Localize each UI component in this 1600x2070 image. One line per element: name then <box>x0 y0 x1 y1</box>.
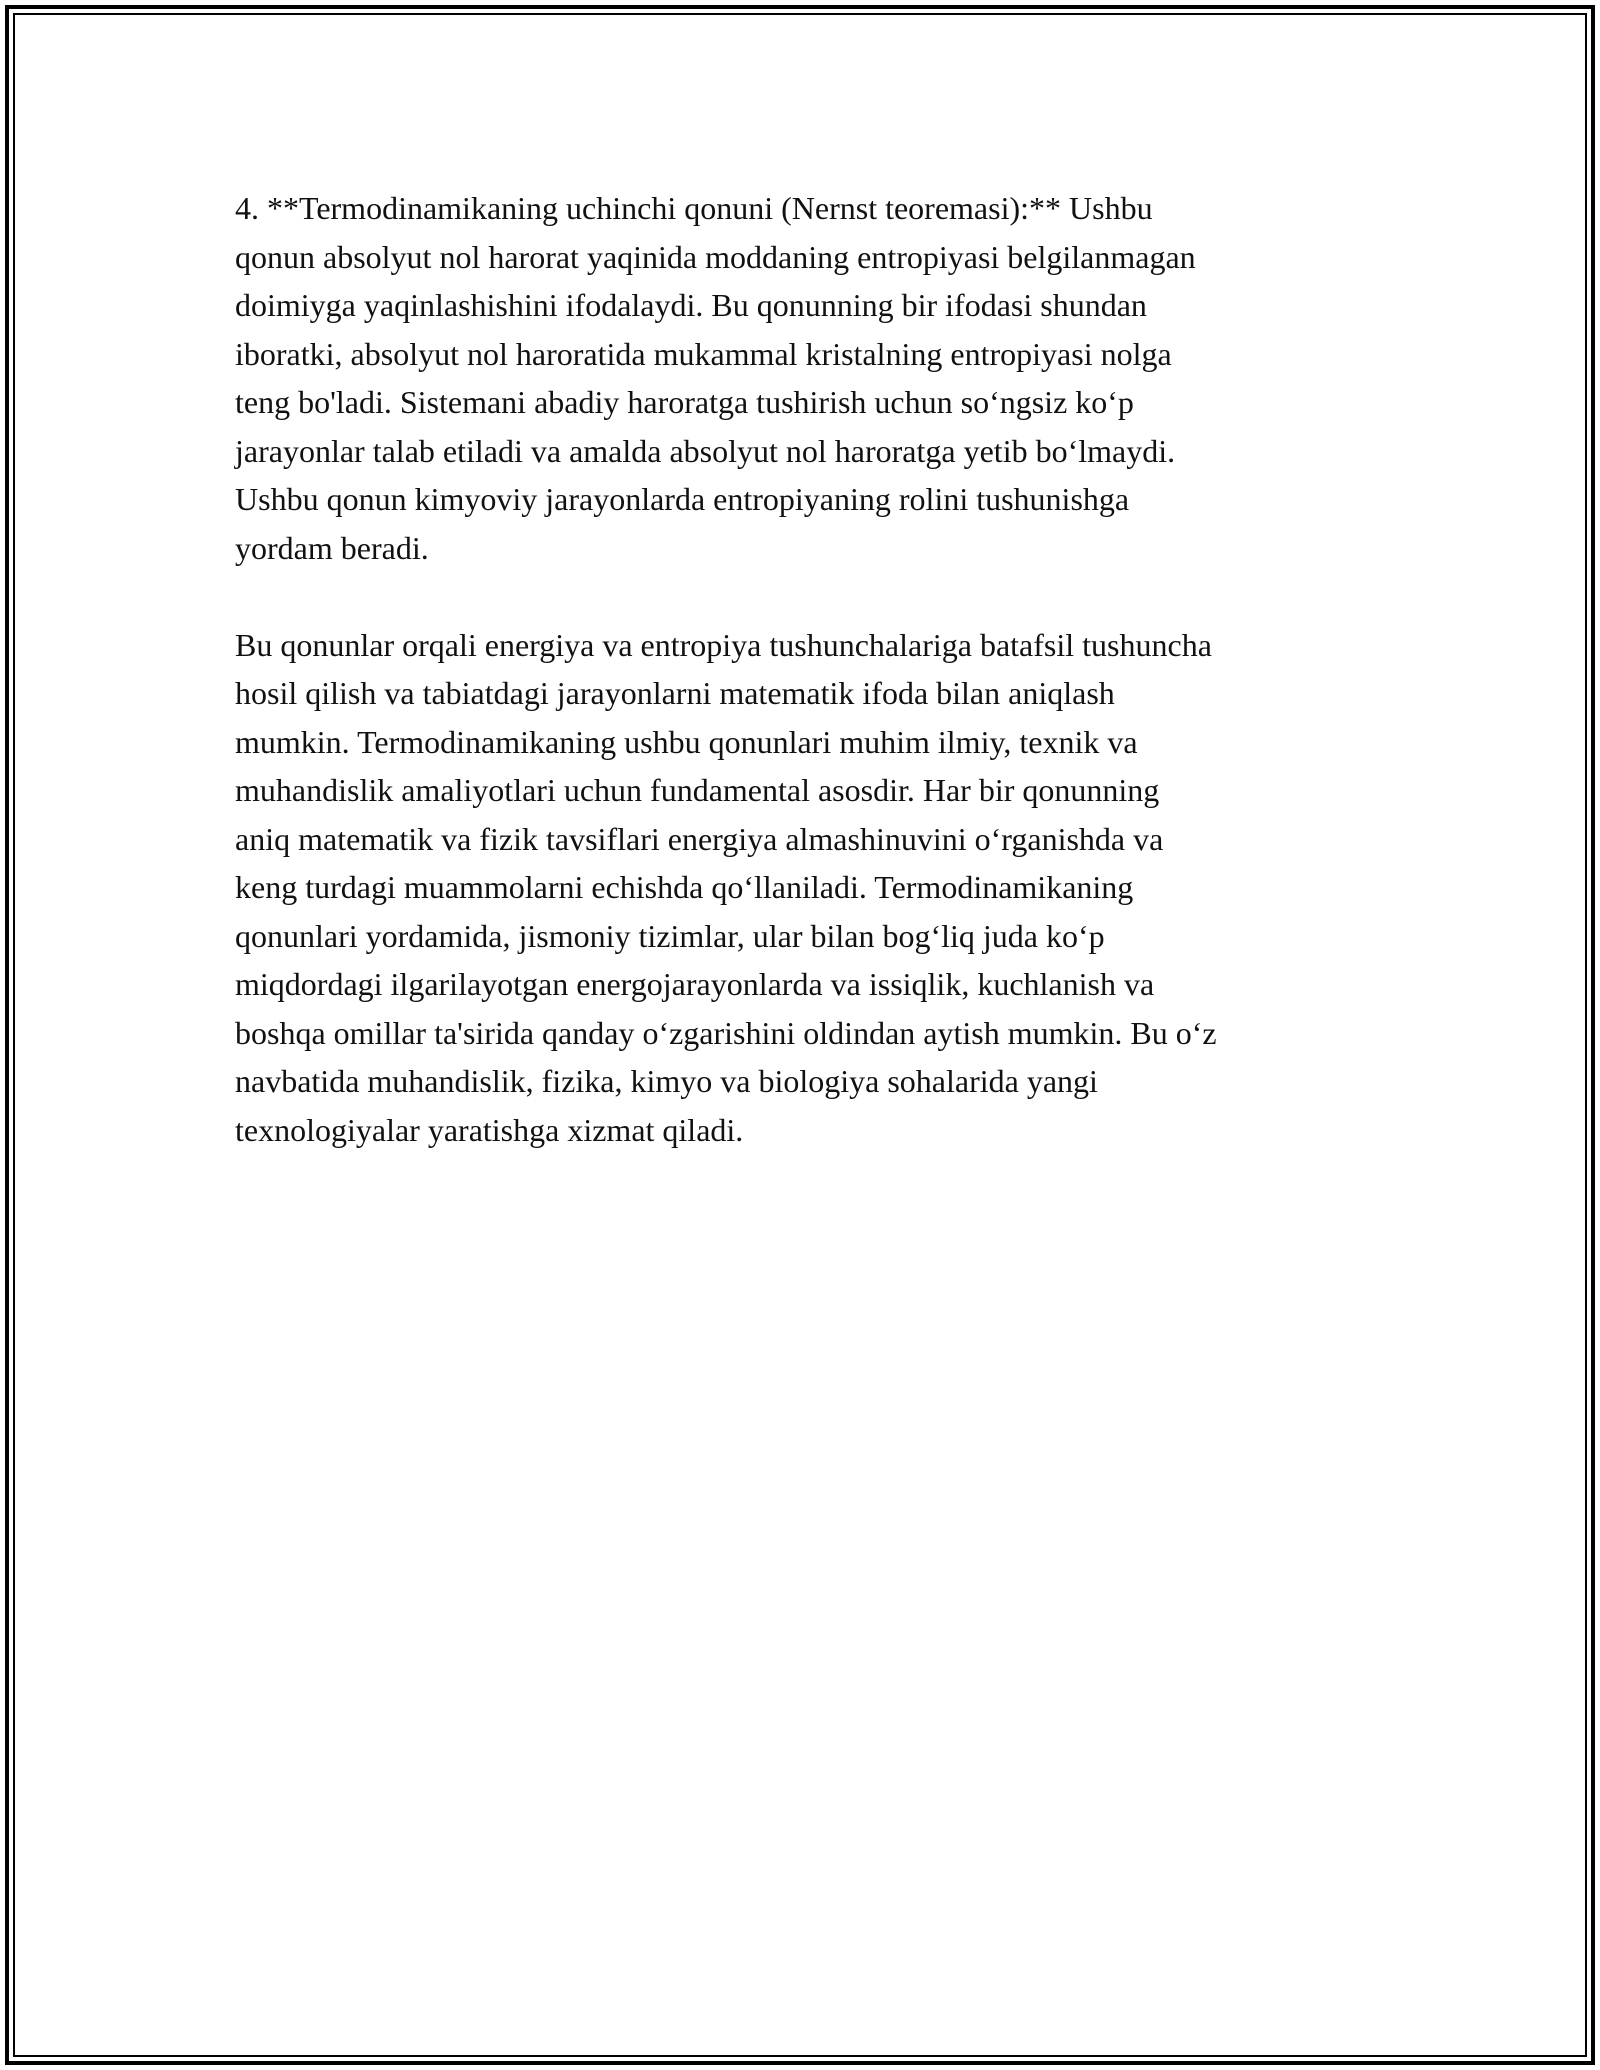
paragraph-third-law <box>235 184 1385 572</box>
text-line: navbatida muhandislik, fizika, kimyo va biologiya sohalarida yangi <box>235 1063 1098 1099</box>
text-line: 4. **Termodinamikaning uchinchi qonuni (Nernst teoremasi):** Ushbu <box>235 190 1153 226</box>
text-line: teng bo'ladi. Sistemani abadiy haroratga tushirish uchun so‘ngsiz ko‘p <box>235 384 1134 420</box>
text-line: aniq matematik va fizik tavsiflari energiya almashinuvini o‘rganishda va <box>235 820 1164 857</box>
text-line: qonun absolyut nol harorat yaqinida moddaning entropiyasi belgilanmagan <box>235 238 1196 275</box>
text-line: Ushbu qonun kimyoviy jarayonlarda entropiyaning rolini tushunishga <box>235 481 1130 517</box>
text-line: texnologiyalar yaratishga xizmat qiladi. <box>235 1111 744 1148</box>
text-line: doimiyga yaqinlashishini ifodalaydi. Bu qonunning bir ifodasi shundan <box>235 287 1147 323</box>
text-line: jarayonlar talab etiladi va amalda absolyut nol haroratga yetib bo‘lmaydi. <box>235 432 1176 469</box>
text-line: miqdordagi ilgarilayotgan energojarayonlarda va issiqlik, kuchlanish va <box>235 966 1155 1002</box>
text-line: qonunlari yordamida, jismoniy tizimlar, ular bilan bog‘liq juda ko‘p <box>235 917 1105 954</box>
text-line: yordam beradi. <box>235 529 429 566</box>
text-line: Bu qonunlar orqali energiya va entropiya tushunchalariga batafsil tushuncha <box>235 626 1212 663</box>
text-line: boshqa omillar ta'sirida qanday o‘zgarishini oldindan aytish mumkin. Bu o‘z <box>235 1014 1217 1051</box>
text-line: hosil qilish va tabiatdagi jarayonlarni matematik ifoda bilan aniqlash <box>235 675 1115 711</box>
text-line: iboratki, absolyut nol haroratida mukammal kristalning entropiyasi nolga <box>235 335 1172 372</box>
paragraph-conclusion <box>235 621 1385 1155</box>
document-body <box>235 184 1385 1154</box>
text-line: muhandislik amaliyotlari uchun fundamental asosdir. Har bir qonunning <box>235 772 1160 808</box>
paragraph-spacer <box>235 572 1385 621</box>
text-line: keng turdagi muammolarni echishda qo‘llaniladi. Termodinamikaning <box>235 869 1134 905</box>
text-line: mumkin. Termodinamikaning ushbu qonunlari muhim ilmiy, texnik va <box>235 723 1138 760</box>
